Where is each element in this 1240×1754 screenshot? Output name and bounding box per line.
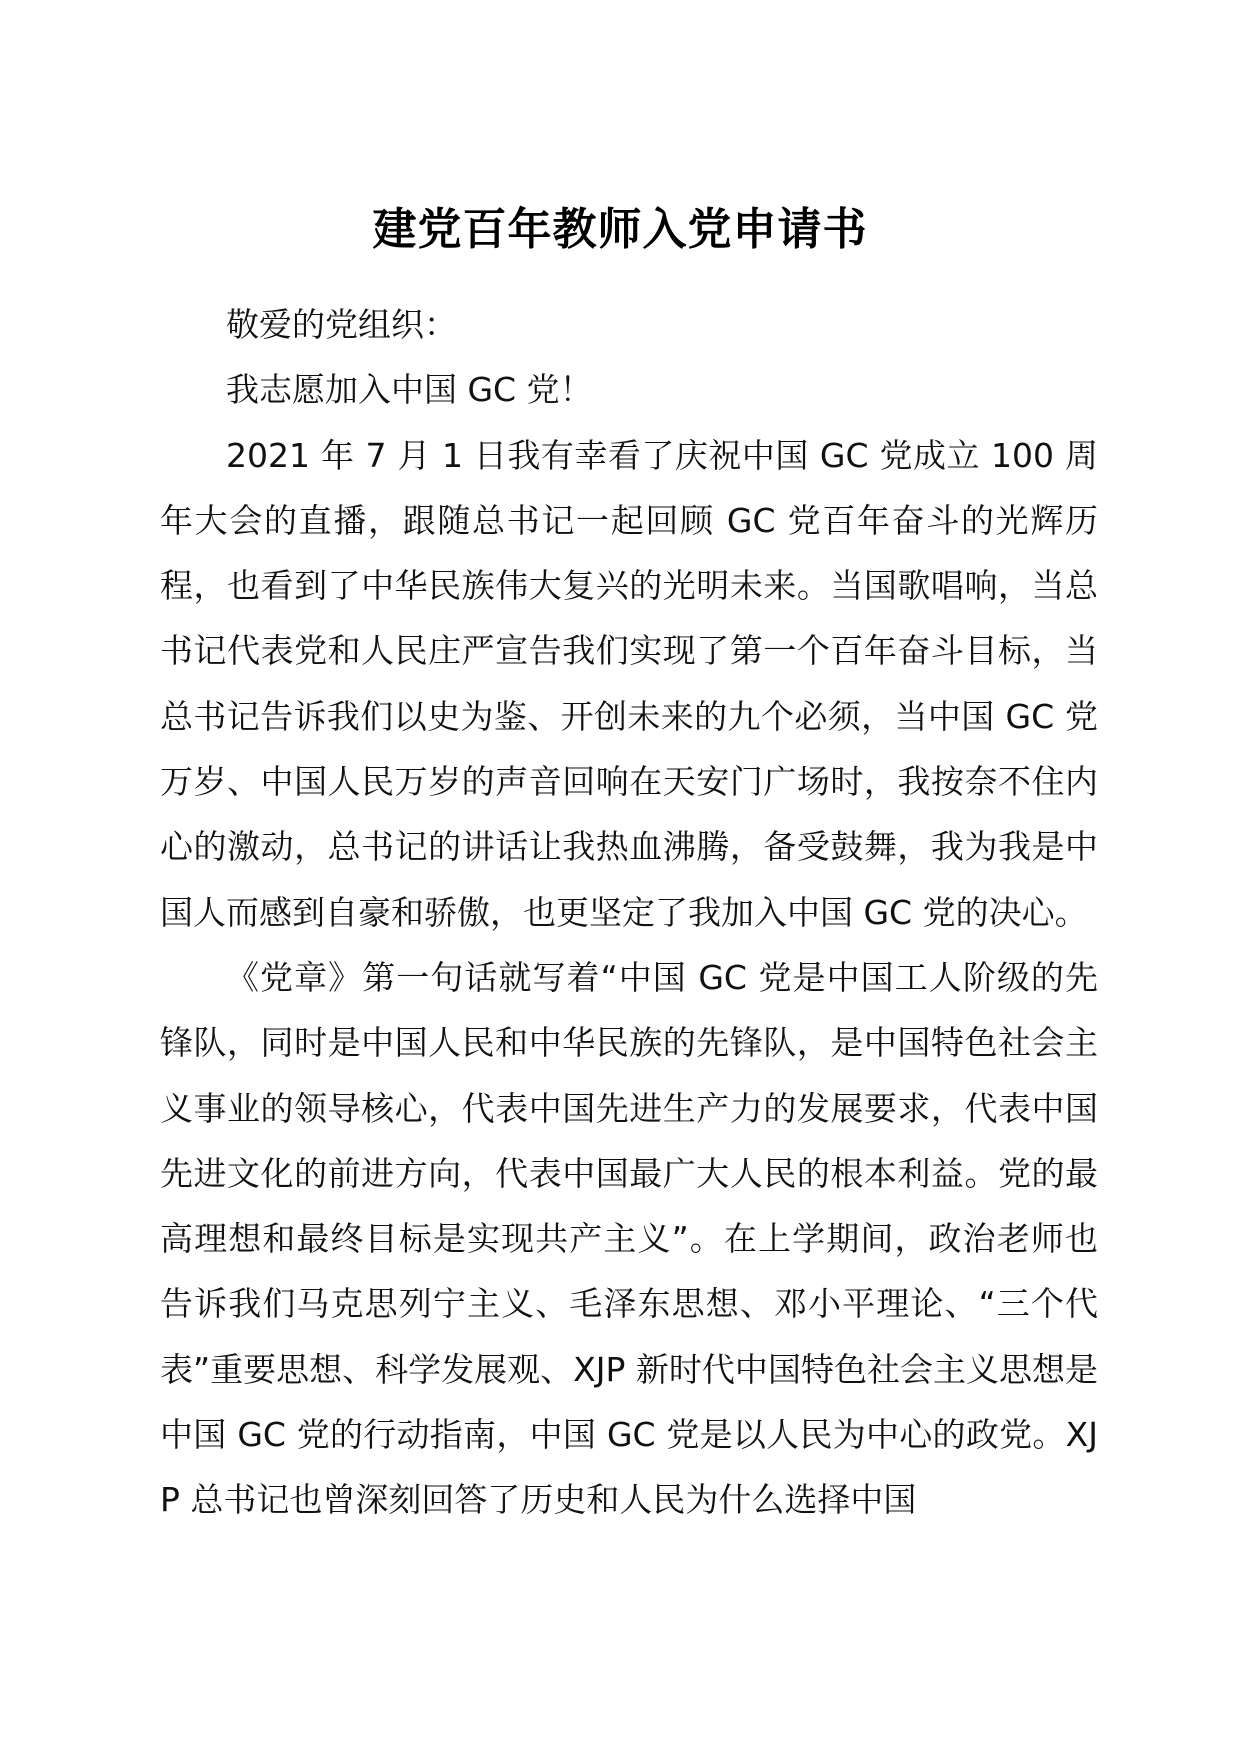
- body-paragraph: 我志愿加入中国 GC 党！: [226, 370, 593, 410]
- salutation: 敬爱的党组织：: [226, 305, 457, 344]
- document-title: 建党百年教师入党申请书: [372, 204, 868, 255]
- body-paragraph: 2021 年 7 月 1 日我有幸看了庆祝中国 GC 党成立 100 周年大会的直播，跟随总书记一起回顾 GC 党百年奋斗的光辉历程，也看到了中华民族伟大复兴的光明未来。当国歌唱响，当总书记代表党和人民庄严宣告我们实现了第一个百年奋斗目标，当总书记告诉我们以史为鉴、开创未来的九个必须，当中国 GC 党万岁、中国人民万岁的声音回响在天安门广场时，我按奈不住内心的激动，总书记的讲话让我热血沸腾，备受鼓舞，我为我是中国人而感到自豪和骄傲，也更坚定了我加入中国 GC 党的决心。: [160, 435, 1098, 932]
- body-paragraph: 《党章》第一句话就写着“中国 GC 党是中国工人阶级的先锋队，同时是中国人民和中华民族的先锋队，是中国特色社会主义事业的领导核心，代表中国先进生产力的发展要求，代表中国先进文化的前进方向，代表中国最广大人民的根本利益。党的最高理想和最终目标是实现共产主义”。在上学期间，政治老师也告诉我们马克思列宁主义、毛泽东思想、邓小平理论、“三个代表”重要思想、科学发展观、XJP 新时代中国特色社会主义思想是中国 GC 党的行动指南，中国 GC 党是以人民为中心的政党。XJP 总书记也曾深刻回答了历史和人民为什么选择中国: [160, 957, 1098, 1520]
- document-body: [160, 292, 1098, 1533]
